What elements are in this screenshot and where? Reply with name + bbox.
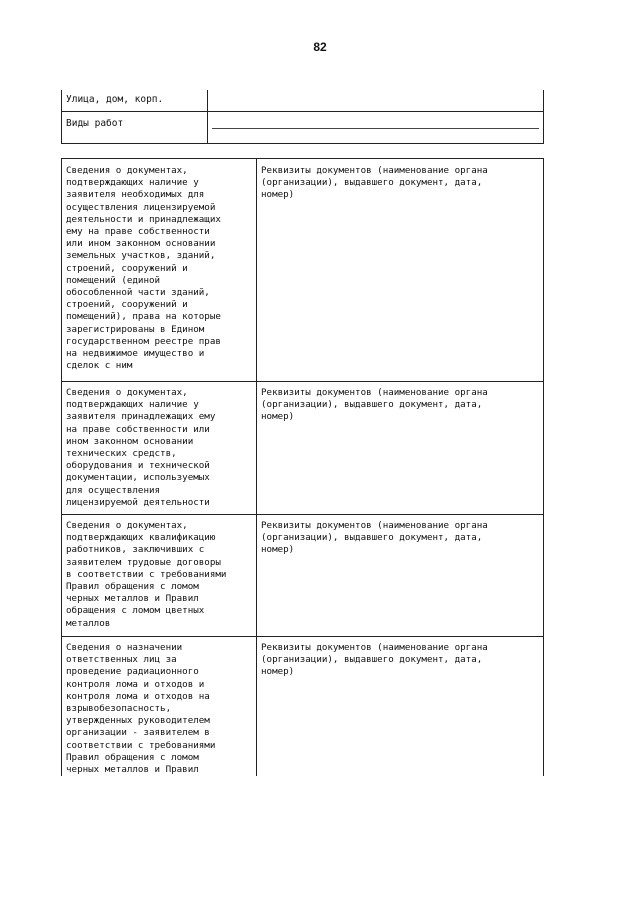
row-divider <box>62 636 543 637</box>
page-number: 82 <box>313 40 327 54</box>
row-2-requisites: Реквизиты документов (наименование органа (организации), выдавшего документ, дата, номер) <box>261 387 488 423</box>
column-divider <box>207 90 208 143</box>
row-1-description: Сведения о документах, подтверждающих наличие у заявителя необходимых для осуществления лицензируемой деятельности и принадлежащих ему на праве собственности или ином законном основании земельных участков, зданий, строений, сооружений и помещений (единой обособленной части зданий, строений, сооружений и помещений), права на которые зарегистрированы в Едином государственном реестре прав на недвижимое имущество и сделок с ним <box>66 165 221 372</box>
row-3-description: Сведения о документах, подтверждающих квалификацию работников, заключивших с заявителем трудовые договоры в соответствии с требованиями Правил обращения с ломом черных металлов и Правил обращения с ломом цветных металлов <box>66 520 227 629</box>
work-types-field-line <box>212 128 539 129</box>
row-4-description: Сведения о назначении ответственных лиц за проведение радиационного контроля лома и отходов и контроля лома и отходов на взрывобезопасность, утвержденных руководителем организации - заявителем в соответствии с требованиями Правил обращения с ломом черных металлов и Правил <box>66 642 216 776</box>
row-4-requisites: Реквизиты документов (наименование органа (организации), выдавшего документ, дата, номер) <box>261 642 488 678</box>
row-3-requisites: Реквизиты документов (наименование органа (организации), выдавшего документ, дата, номер) <box>261 520 488 556</box>
row-1-requisites: Реквизиты документов (наименование органа (организации), выдавшего документ, дата, номер) <box>261 165 488 201</box>
row-divider <box>62 381 543 382</box>
column-divider <box>256 159 257 776</box>
documents-table <box>61 158 544 776</box>
street-label: Улица, дом, корп. <box>66 94 164 105</box>
row-2-description: Сведения о документах, подтверждающих наличие у заявителя принадлежащих ему на праве собственности или ином законном основании технических средств, оборудования и технической документации, используемых для осуществления лицензируемой деятельности <box>66 387 216 508</box>
row-divider <box>62 111 543 112</box>
address-table <box>61 90 544 144</box>
row-divider <box>62 514 543 515</box>
work-types-label: Виды работ <box>66 118 124 129</box>
